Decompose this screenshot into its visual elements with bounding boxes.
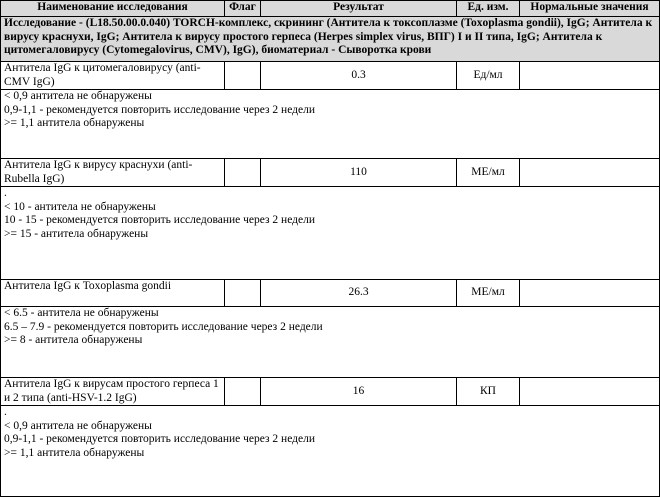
note-line: . [4, 406, 7, 418]
note-row [1, 307, 660, 378]
note-line: < 0,9 антитела не обнаружены [4, 90, 152, 102]
test-result: 0.3 [261, 62, 457, 90]
test-units: МЕ/мл [457, 159, 520, 187]
test-normal-values [520, 280, 660, 307]
test-normal-values [520, 378, 660, 406]
note-line: . [4, 187, 7, 199]
test-flag [225, 159, 261, 187]
test-name: Антитела IgG к вирусам простого герпеса 1 и 2 типа (anti-HSV-1.2 IgG) [1, 378, 225, 406]
note-line: >= 15 - антитела обнаружены [4, 227, 149, 240]
note-line: < 0,9 антитела не обнаружены [4, 419, 152, 432]
table-row [1, 159, 660, 187]
note-line: >= 8 - антитела обнаружены [4, 334, 143, 346]
test-notes [1, 187, 660, 280]
header-units: Ед. изм. [457, 1, 520, 17]
test-normal-values [520, 62, 660, 90]
table-row [1, 378, 660, 406]
section-title: Исследование - (L18.50.00.0.040) TORCH-комплекс, скрининг (Антитела к токсоплазме (Toxoplasma gondii), IgG; Антитела к вирусу краснухи, IgG; Антитела к вирусу простого герпеса (Herpes simplex virus, ВПГ) I и II типа, IgG; Антитела к цитомегаловирусу (Cytomegalovirus, CMV), IgG), биоматериал - Сыворотка крови [1, 17, 660, 62]
note-line: 0,9-1,1 - рекомендуется повторить исследование через 2 недели [4, 103, 315, 116]
test-name: Антитела IgG к вирусу краснухи (anti-Rubella IgG) [1, 159, 225, 187]
test-name: Антитела IgG к Toxoplasma gondii [1, 280, 225, 307]
section-row [1, 17, 660, 62]
header-result: Результат [261, 1, 457, 17]
test-units: Ед/мл [457, 62, 520, 90]
test-name: Антитела IgG к цитомегаловирусу (anti-CMV IgG) [1, 62, 225, 90]
test-notes [1, 90, 660, 159]
test-result: 16 [261, 378, 457, 406]
note-line: < 10 - антитела не обнаружены [4, 200, 156, 213]
note-line: 10 - 15 - рекомендуется повторить исследование через 2 недели [4, 214, 315, 226]
table-header-row [1, 1, 660, 17]
test-flag [225, 62, 261, 90]
test-units: МЕ/мл [457, 280, 520, 307]
test-flag [225, 378, 261, 406]
test-units: КП [457, 378, 520, 406]
test-normal-values [520, 159, 660, 187]
note-row [1, 187, 660, 280]
note-line: 6.5 – 7.9 - рекомендуется повторить исследование через 2 недели [4, 320, 323, 333]
note-line: >= 1,1 антитела обнаружены [4, 446, 145, 459]
test-notes [1, 406, 660, 497]
table-row [1, 62, 660, 90]
note-row [1, 90, 660, 159]
note-row [1, 406, 660, 497]
test-flag [225, 280, 261, 307]
test-result: 26.3 [261, 280, 457, 307]
note-line: >= 1,1 антитела обнаружены [4, 117, 145, 129]
header-flag: Флаг [225, 1, 261, 17]
table-row [1, 280, 660, 307]
test-result: 110 [261, 159, 457, 187]
note-line: 0,9-1,1 - рекомендуется повторить исследование через 2 недели [4, 433, 315, 445]
note-line: < 6.5 - антитела не обнаружены [4, 307, 159, 319]
header-normal-values: Нормальные значения [520, 1, 660, 17]
header-test-name: Наименование исследования [1, 1, 225, 17]
test-notes [1, 307, 660, 378]
